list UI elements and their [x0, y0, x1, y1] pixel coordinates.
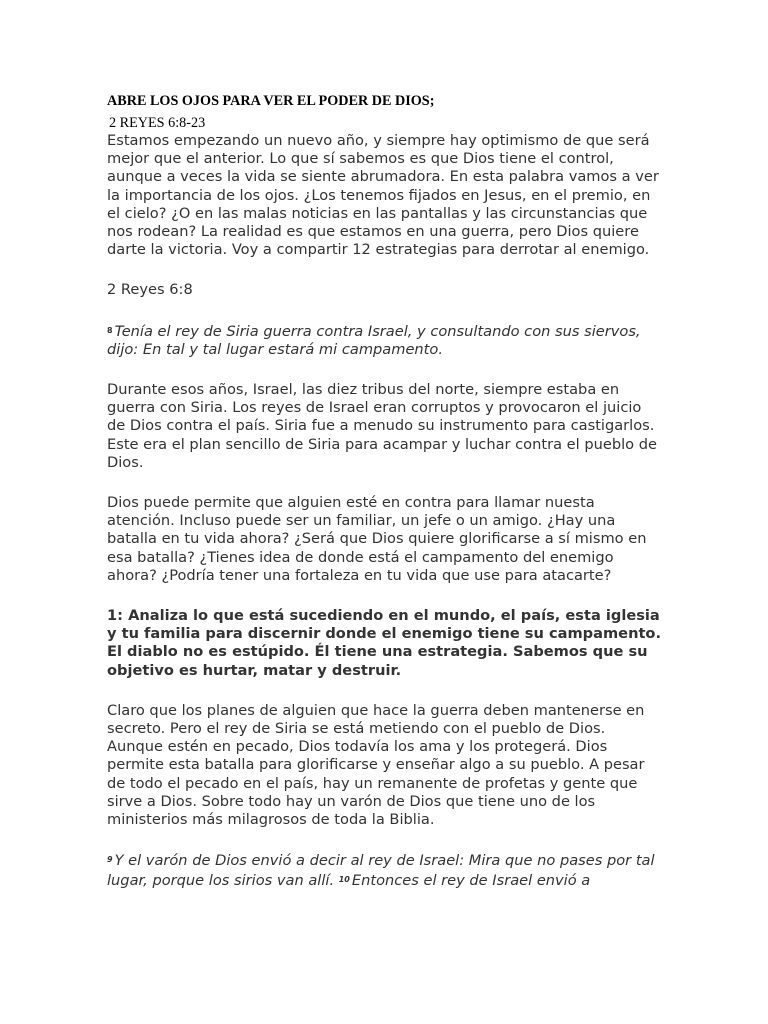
scripture-reference: 2 REYES 6:8-23 — [109, 115, 206, 131]
passage-reference: 2 Reyes 6:8 — [107, 281, 193, 299]
intro-paragraph: Estamos empezando un nuevo año, y siempre hay optimismo de que será mejor que el anterior. Lo que sí sabemos es que Dios tiene el control, aunque a veces la vida se siente abrumadora. En esta palabra vamos a ver la importancia de los ojos. ¿Los tenemos fijados en Jesus, en el premio, en el cielo? ¿O en las malas noticias en las pantallas y las circunstancias que nos rodean? La realidad es que estamos en una guerra, pero Dios quiere darte la victoria. Voy a compartir 12 estrategias para derrotar al enemigo. — [107, 132, 659, 259]
verse-text: Entonces el rey de Israel envió a — [351, 871, 591, 889]
verse-number: 10 — [338, 874, 350, 884]
verses-9-10 — [107, 851, 663, 889]
verse-text: Y el varón de Dios envió a decir al rey de Israel: Mira que no pases por tal lugar, porque los sirios van allí. — [107, 852, 655, 889]
verse-number: 8 — [107, 325, 113, 335]
verse-number: 9 — [107, 855, 113, 865]
document-page — [107, 92, 663, 890]
paragraph-1: Durante esos años, Israel, las diez tribus del norte, siempre estaba en guerra con Siria. Los reyes de Israel eran corruptos y provocaron el juicio de Dios contra el país. Siria fue a menudo su instrumento para castigarlos. Este era el plan sencillo de Siria para acampar y luchar contra el pueblo de Dios. — [107, 381, 657, 471]
paragraph-3: Claro que los planes de alguien que hace la guerra deben mantenerse en secreto. Pero el rey de Siria se está metiendo con el pueblo de Dios. Aunque estén en pecado, Dios todavía los ama y los protegerá. Dios permite esta batalla para glorificarse y enseñar algo a su pueblo. A pesar de todo el pecado en el país, hay un remanente de profetas y gente que sirve a Dios. Sobre todo hay un varón de Dios que tiene uno de los ministerios más milagrosos de toda la Biblia. — [107, 701, 645, 829]
verse-text: Tenía el rey de Siria guerra contra Israel, y consultando con sus siervos, dijo: En tal y tal lugar estará mi campamento. — [107, 322, 641, 358]
paragraph-2: Dios puede permite que alguien esté en contra para llamar nuesta atención. Incluso puede ser un familiar, un jefe o un amigo. ¿Hay una batalla en tu vida ahora? ¿Será que Dios quiere glorificarse a sí mismo en esa batalla? ¿Tienes idea de donde está el campamento del enemigo ahora? ¿Podría tener una fortaleza en tu vida que use para atacarte? — [107, 494, 647, 584]
point-1-heading: 1: Analiza lo que está sucediendo en el mundo, el país, esta iglesia y tu familia para discernir donde el enemigo tiene su campamento. El diablo no es estúpido. Él tiene una estrategia. Sabemos que su objetivo es hurtar, matar y destruir. — [107, 607, 662, 679]
document-title: ABRE LOS OJOS PARA VER EL PODER DE DIOS; — [107, 93, 435, 109]
verse-8 — [107, 322, 663, 359]
